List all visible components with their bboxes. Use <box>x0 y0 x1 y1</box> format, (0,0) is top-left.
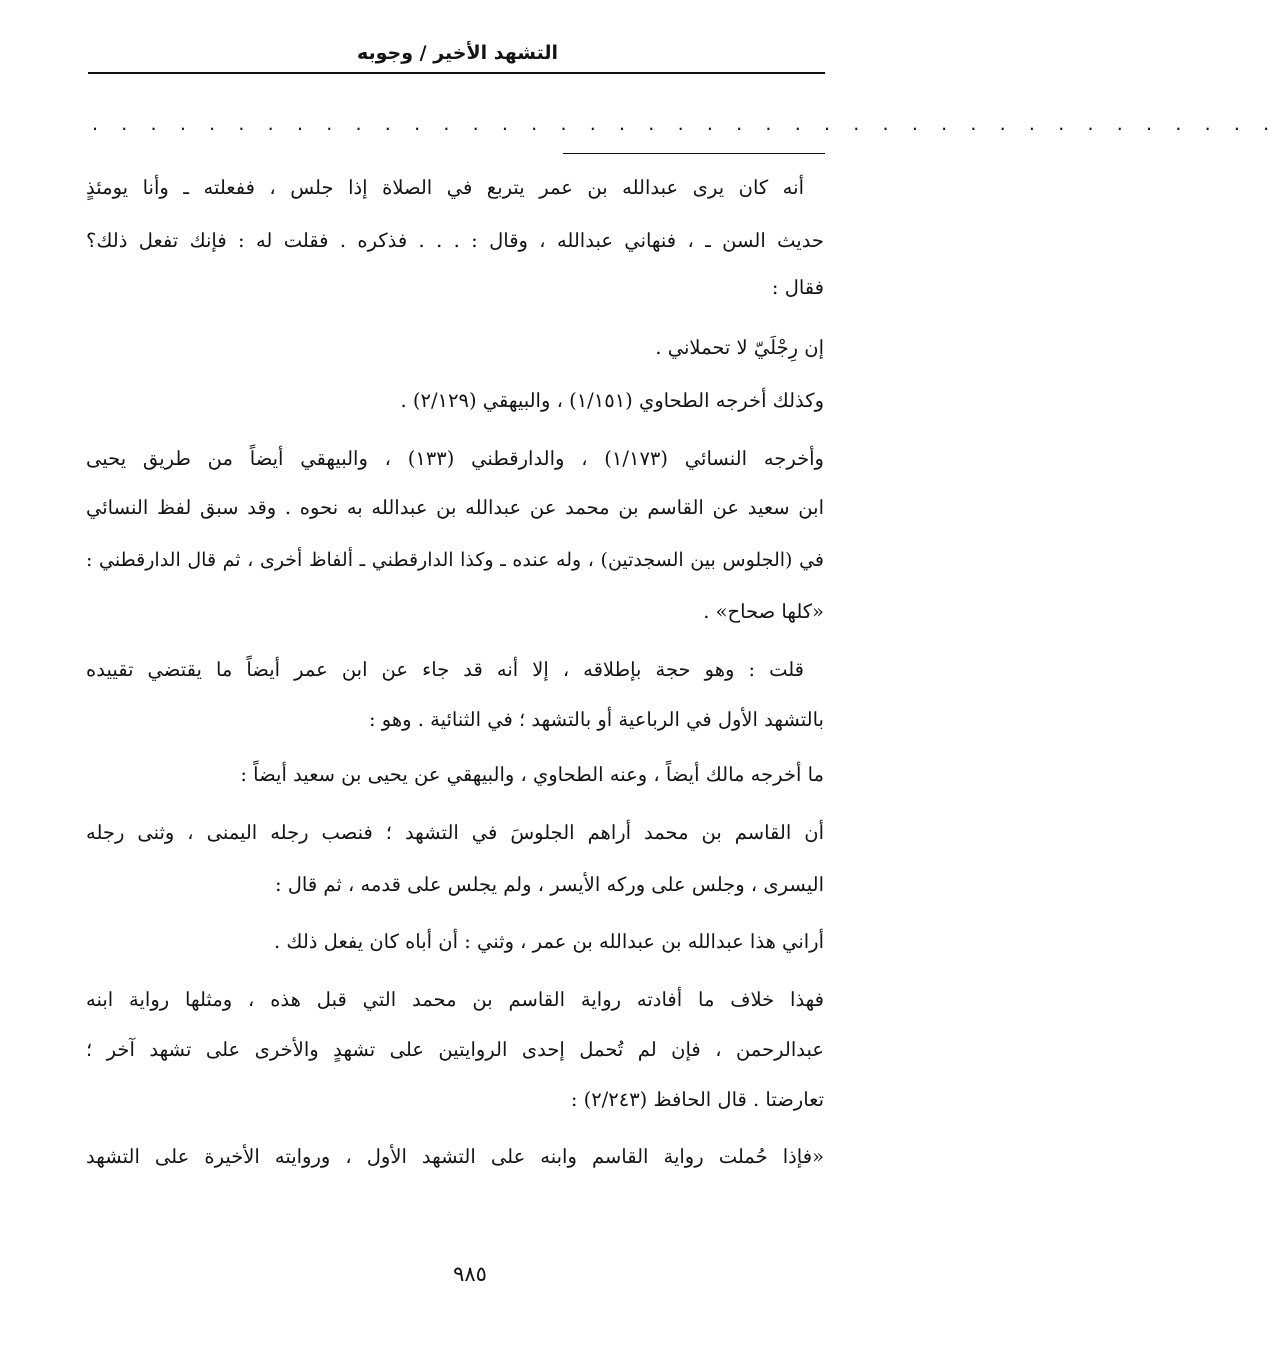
text-line: وأخرجه النسائي (١/١٧٣) ، والدارقطني (١٣٣) ، والبيهقي أيضاً من طريق يحيى <box>86 447 824 470</box>
text-line: فقال : <box>771 276 824 299</box>
text-line: أراني هذا عبدالله بن عبدالله بن عمر ، وثني : أن أباه كان يفعل ذلك . <box>274 930 824 953</box>
text-line: وكذلك أخرجه الطحاوي (١/١٥١) ، والبيهقي (٢/١٢٩) . <box>400 389 824 412</box>
text-line: قلت : وهو حجة بإطلاقه ، إلا أنه قد جاء عن ابن عمر أيضاً ما يقتضي تقييده <box>86 658 804 681</box>
text-line: أن القاسم بن محمد أراهم الجلوسَ في التشهد ؛ فنصب رجله اليمنى ، وثنى رجله <box>86 821 824 844</box>
continuation-dots: . . . . . . . . . . . . . . . . . . . . . . . . . . . . . . . . . . . . . . . . . <box>92 113 1278 135</box>
text-line: بالتشهد الأول في الرباعية أو بالتشهد ؛ في الثنائية . وهو : <box>369 708 824 731</box>
text-line: تعارضتا . قال الحافظ (٢/٢٤٣) : <box>570 1088 824 1111</box>
page-number: ٩٨٥ <box>453 1262 487 1286</box>
text-line: عبدالرحمن ، فإن لم تُحمل إحدى الروايتين على تشهدٍ والأخرى على تشهد آخر ؛ <box>86 1038 824 1061</box>
header-rule <box>88 72 825 74</box>
text-line: في (الجلوس بين السجدتين) ، وله عنده ـ وكذا الدارقطني ـ ألفاظ أخرى ، ثم قال الدارقطني : <box>86 549 824 571</box>
text-line: إن رِجْلَيّ لا تحملاني . <box>655 336 824 359</box>
footnote-rule <box>563 153 825 154</box>
text-line: حديث السن ـ ، فنهاني عبدالله ، وقال : . . . فذكره . فقلت له : فإنك تفعل ذلك؟ <box>86 229 824 252</box>
running-head: التشهد الأخير / وجوبه <box>356 42 559 64</box>
text-line: «فإذا حُملت رواية القاسم وابنه على التشهد الأول ، وروايته الأخيرة على التشهد <box>86 1145 824 1168</box>
text-line: ابن سعيد عن القاسم بن محمد عن عبدالله بن عبدالله به نحوه . وقد سبق لفظ النسائي <box>86 496 824 519</box>
text-line: فهذا خلاف ما أفادته رواية القاسم بن محمد التي قبل هذه ، ومثلها رواية ابنه <box>86 988 824 1011</box>
text-line: «كلها صحاح» . <box>703 600 824 623</box>
text-line: ما أخرجه مالك أيضاً ، وعنه الطحاوي ، والبيهقي عن يحيى بن سعيد أيضاً : <box>240 763 824 786</box>
text-line: أنه كان يرى عبدالله بن عمر يتربع في الصلاة إذا جلس ، ففعلته ـ وأنا يومئذٍ <box>86 176 804 199</box>
text-line: اليسرى ، وجلس على وركه الأيسر ، ولم يجلس على قدمه ، ثم قال : <box>274 873 824 896</box>
